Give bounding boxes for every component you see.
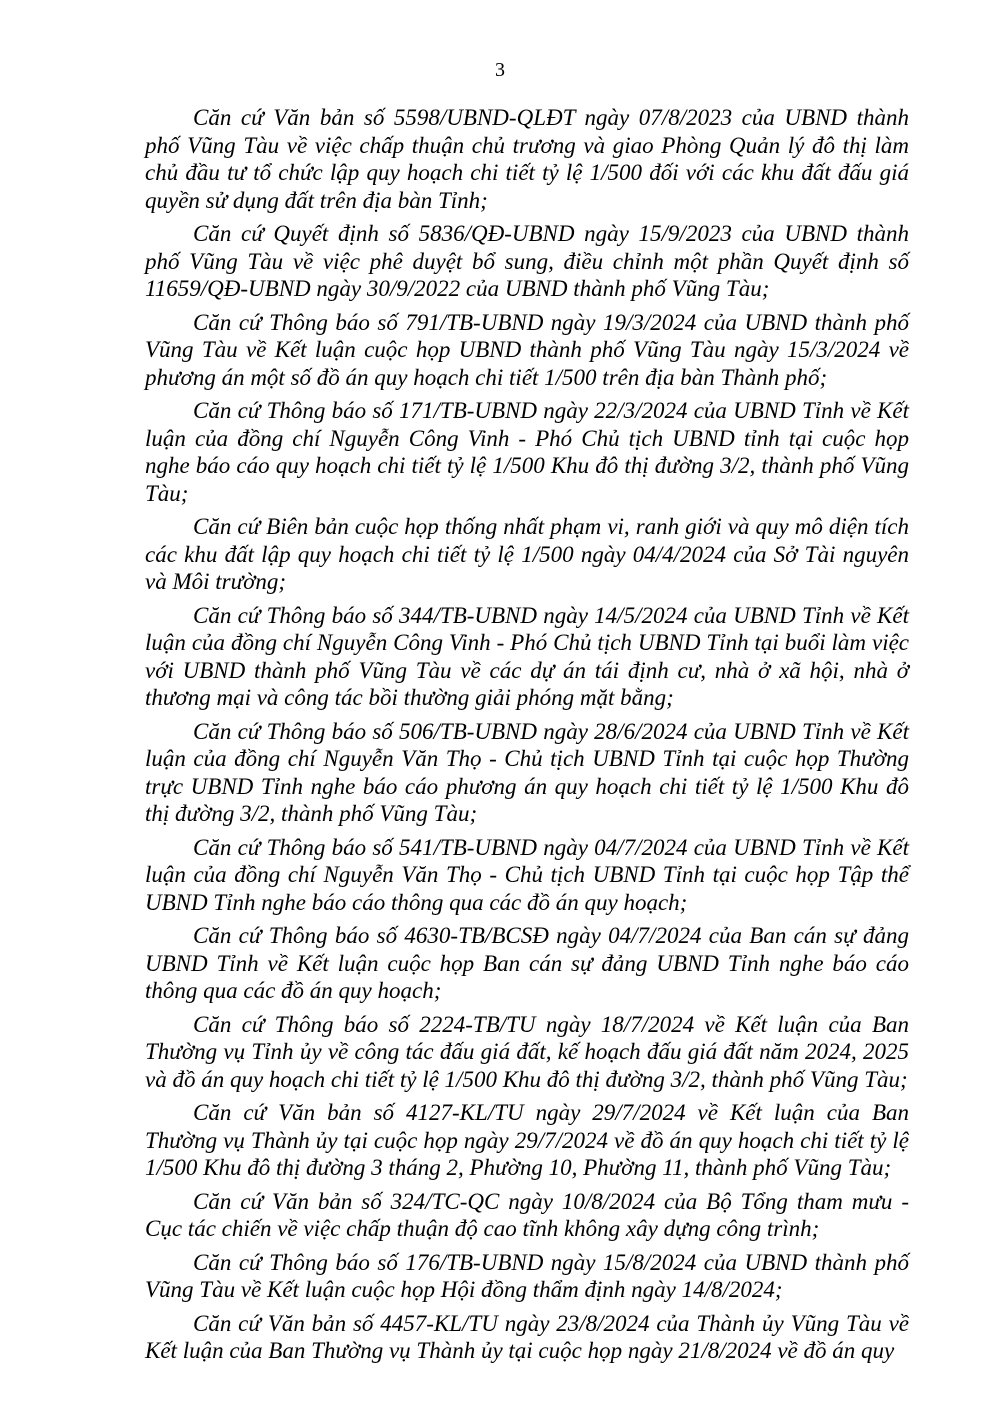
- paragraph: Căn cứ Thông báo số 506/TB-UBND ngày 28/6/2024 của UBND Tỉnh về Kết luận của đồng chí Nguyễn Văn Thọ - Chủ tịch UBND Tỉnh tại cuộc họp Thường trực UBND Tỉnh nghe báo cáo phương án quy hoạch chi tiết tỷ lệ 1/500 Khu đô thị đường 3/2, thành phố Vũng Tàu;: [145, 718, 909, 826]
- paragraph: Căn cứ Thông báo số 2224-TB/TU ngày 18/7/2024 về Kết luận của Ban Thường vụ Tỉnh ủy về công tác đấu giá đất, kế hoạch đấu giá đất năm 2024, 2025 và đồ án quy hoạch chi tiết tỷ lệ 1/500 Khu đô thị đường 3/2, thành phố Vũng Tàu;: [145, 1011, 909, 1092]
- paragraph: Căn cứ Thông báo số 176/TB-UBND ngày 15/8/2024 của UBND thành phố Vũng Tàu về Kết luận cuộc họp Hội đồng thẩm định ngày 14/8/2024;: [145, 1249, 909, 1302]
- paragraph: Căn cứ Thông báo số 541/TB-UBND ngày 04/7/2024 của UBND Tỉnh về Kết luận của đồng chí Nguyễn Văn Thọ - Chủ tịch UBND Tỉnh tại cuộc họp Tập thể UBND Tỉnh nghe báo cáo thông qua các đồ án quy hoạch;: [145, 834, 909, 915]
- document-body: [145, 104, 909, 1371]
- paragraph: Căn cứ Văn bản số 5598/UBND-QLĐT ngày 07/8/2023 của UBND thành phố Vũng Tàu về việc chấp thuận chủ trương và giao Phòng Quản lý đô thị làm chủ đầu tư tổ chức lập quy hoạch chi tiết tỷ lệ 1/500 đối với các khu đất đấu giá quyền sử dụng đất trên địa bàn Tỉnh;: [145, 105, 909, 213]
- paragraph: Căn cứ Thông báo số 171/TB-UBND ngày 22/3/2024 của UBND Tỉnh về Kết luận của đồng chí Nguyễn Công Vinh - Phó Chủ tịch UBND tỉnh tại cuộc họp nghe báo cáo quy hoạch chi tiết tỷ lệ 1/500 Khu đô thị đường 3/2, thành phố Vũng Tàu;: [145, 398, 909, 506]
- paragraph: Căn cứ Thông báo số 791/TB-UBND ngày 19/3/2024 của UBND thành phố Vũng Tàu về Kết luận cuộc họp UBND thành phố Vũng Tàu ngày 15/3/2024 về phương án một số đồ án quy hoạch chi tiết 1/500 trên địa bàn Thành phố;: [145, 309, 909, 390]
- paragraph: Căn cứ Văn bản số 4457-KL/TU ngày 23/8/2024 của Thành ủy Vũng Tàu về Kết luận của Ban Thường vụ Thành ủy tại cuộc họp ngày 21/8/2024 về đồ án quy: [145, 1310, 909, 1363]
- paragraph: Căn cứ Văn bản số 4127-KL/TU ngày 29/7/2024 về Kết luận của Ban Thường vụ Thành ủy tại cuộc họp ngày 29/7/2024 về đồ án quy hoạch chi tiết tỷ lệ 1/500 Khu đô thị đường 3 tháng 2, Phường 10, Phường 11, thành phố Vũng Tàu;: [145, 1100, 909, 1180]
- paragraph: Căn cứ Quyết định số 5836/QĐ-UBND ngày 15/9/2023 của UBND thành phố Vũng Tàu về việc phê duyệt bổ sung, điều chỉnh một phần Quyết định số 11659/QĐ-UBND ngày 30/9/2022 của UBND thành phố Vũng Tàu;: [145, 221, 909, 301]
- paragraph: Căn cứ Thông báo số 4630-TB/BCSĐ ngày 04/7/2024 của Ban cán sự đảng UBND Tỉnh về Kết luận cuộc họp Ban cán sự đảng UBND Tỉnh nghe báo cáo thông qua các đồ án quy hoạch;: [145, 923, 909, 1003]
- paragraph: Căn cứ Biên bản cuộc họp thống nhất phạm vi, ranh giới và quy mô diện tích các khu đất lập quy hoạch chi tiết tỷ lệ 1/500 ngày 04/4/2024 của Sở Tài nguyên và Môi trường;: [145, 514, 909, 594]
- paragraph: Căn cứ Văn bản số 324/TC-QC ngày 10/8/2024 của Bộ Tổng tham mưu - Cục tác chiến về việc chấp thuận độ cao tĩnh không xây dựng công trình;: [145, 1188, 909, 1241]
- page-number: 3: [495, 59, 505, 81]
- paragraph: Căn cứ Thông báo số 344/TB-UBND ngày 14/5/2024 của UBND Tỉnh về Kết luận của đồng chí Nguyễn Công Vinh - Phó Chủ tịch UBND Tỉnh tại buổi làm việc với UBND thành phố Vũng Tàu về các dự án tái định cư, nhà ở xã hội, nhà ở thương mại và công tác bồi thường giải phóng mặt bằng;: [145, 602, 909, 710]
